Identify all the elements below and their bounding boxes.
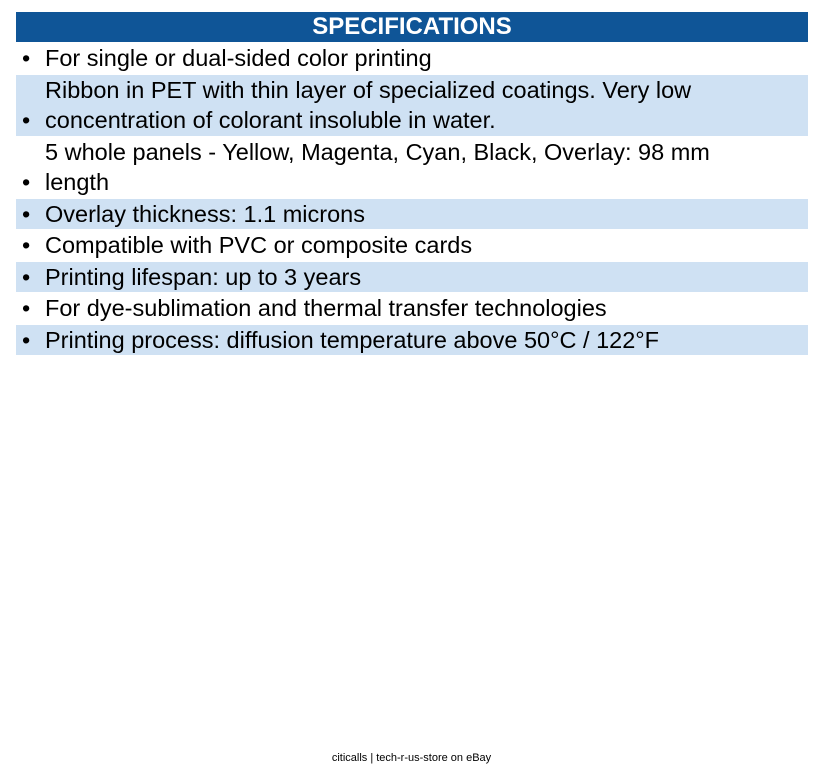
spec-item-text	[45, 230, 808, 261]
spec-item	[16, 199, 808, 230]
spec-item-text	[45, 75, 808, 136]
bullet-icon: •	[22, 326, 31, 353]
spec-item	[16, 293, 808, 324]
bullet-icon: •	[22, 107, 31, 133]
spec-line: Overlay thickness: 1.1 microns	[45, 200, 365, 227]
spec-line: Printing lifespan: up to 3 years	[45, 263, 362, 290]
bullet-icon: •	[22, 45, 31, 71]
spec-line: length	[45, 169, 110, 195]
specifications-list	[16, 43, 808, 355]
spec-item-text	[45, 325, 808, 356]
spec-item	[16, 230, 808, 261]
bullet-icon: •	[22, 232, 31, 258]
spec-item	[16, 262, 808, 293]
bullet-icon: •	[22, 169, 31, 195]
spec-item	[16, 43, 808, 74]
footer-credit: citicalls | tech-r-us-store on eBay	[331, 752, 492, 764]
spec-item-text	[45, 137, 808, 198]
spec-line: For dye-sublimation and thermal transfer technologies	[45, 295, 607, 321]
spec-item	[16, 137, 808, 198]
specifications-table	[16, 12, 808, 355]
bullet-icon: •	[22, 200, 31, 227]
spec-item-text	[45, 293, 808, 324]
spec-item-text	[45, 43, 808, 74]
spec-item-text	[45, 199, 808, 230]
spec-line: 5 whole panels - Yellow, Magenta, Cyan, Black, Overlay: 98 mm	[45, 138, 710, 165]
bullet-icon: •	[22, 295, 31, 321]
spec-item-text	[45, 262, 808, 293]
spec-line: Ribbon in PET with thin layer of specialized coatings. Very low	[45, 76, 692, 103]
bullet-icon: •	[22, 263, 31, 290]
spec-line: concentration of colorant insoluble in water.	[45, 107, 496, 133]
spec-line: Printing process: diffusion temperature above 50°C / 122°F	[45, 326, 660, 353]
spec-item	[16, 325, 808, 356]
spec-item	[16, 75, 808, 136]
spec-line: Compatible with PVC or composite cards	[45, 232, 473, 258]
spec-line: For single or dual-sided color printing	[45, 45, 432, 71]
specifications-header: SPECIFICATIONS	[16, 12, 808, 42]
